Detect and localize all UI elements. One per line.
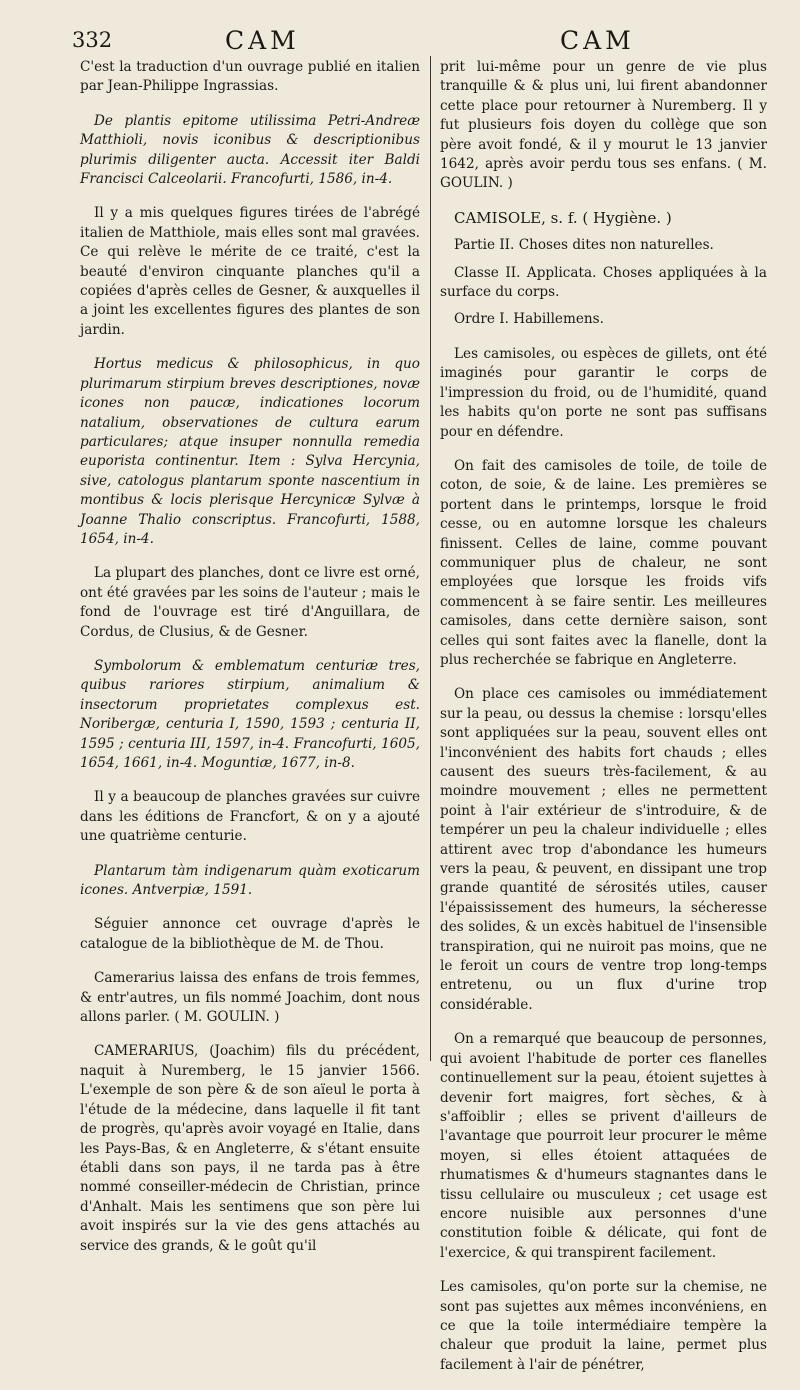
paragraph: On a remarqué que beaucoup de personnes, qui avoient l'habitude de porter ces flanelles continuellement sur la peau, étoient sujettes à devenir fort maigres, fort sèches, & à s'affoiblir ; elles se privent d'ailleurs de l'avantage que pourroit leur procurer le même moyen, si elles étoient attaquées de rhumatismes & d'humeurs stagnantes dans le tissu cellulaire ou musculeux ; cet usage est encore nuisible aux personnes d'une constitution foible & délicate, qui font de l'exercice, & qui transpirent facilement. bbox=[440, 1031, 767, 1261]
paragraph: La plupart des planches, dont ce livre est orné, ont été gravées par les soins de l'auteur ; mais le fond de l'ouvrage est tiré d'Anguillara, de Cordus, de Clusius, & de Gesner. bbox=[80, 565, 420, 640]
paragraph: De plantis epitome utilissima Petri-Andreæ Matthioli, novis iconibus & descriptionibus plurimis diligenter aucta. Accessit iter Baldi Francisci Calceolarii. Francofurti, 1586, in-4. bbox=[80, 112, 420, 188]
paragraph: C'est la traduction d'un ouvrage publié en italien par Jean-Philippe Ingrassias. bbox=[80, 59, 420, 95]
paragraph: Hortus medicus & philosophicus, in quo plurimarum stirpium breves descriptiones, novæ icones non paucæ, indicationes locorum natalium, observationes de cultura earum particulares; atque insuper nonnulla remedia euporista continentur. Item : Sylva Hercynia, sive, catologus plantarum sponte nascentium in montibus & locis plerisque Hercynicæ Sylvæ à Joanne Thalio conscriptus. Francofurti, 1588, 1654, in-4. bbox=[80, 356, 420, 547]
classification-line: Ordre I. Habillemens. bbox=[454, 311, 604, 328]
paragraph: Il y a beaucoup de planches gravées sur cuivre dans les éditions de Francfort, & on y a ajouté une quatrième centurie. bbox=[80, 789, 420, 845]
paragraph: Plantarum tàm indigenarum quàm exoticarum icones. Antverpiæ, 1591. bbox=[80, 862, 420, 899]
column-divider bbox=[430, 56, 431, 1061]
running-head-left: CAM bbox=[225, 26, 300, 55]
paragraph: Les camisoles, qu'on porte sur la chemise, ne sont pas sujettes aux mêmes inconvéniens, en ce que la toile intermédiaire tempère la chaleur que produit la laine, permet plus facilement à l'air de pénétrer, bbox=[440, 1279, 767, 1373]
paragraph: Camerarius laissa des enfans de trois femmes, & entr'autres, un fils nommé Joachim, dont nous allons parler. ( M. GOULIN. ) bbox=[80, 970, 420, 1026]
running-head-right: CAM bbox=[560, 26, 635, 55]
classification-line: Classe II. Applicata. Choses appliquées à la surface du corps. bbox=[440, 264, 767, 301]
paragraph: CAMERARIUS, (Joachim) fils du précédent, naquit à Nuremberg, le 15 janvier 1566. L'exemple de son père & de son aïeul le porta à l'étude de la médecine, dans laquelle il fit tant de progrès, qu'après avoir voyagé en Italie, dans les Pays-Bas, & en Angleterre, & s'étant ensuite établi dans son pays, il ne tarda pas à être nommé conseiller-médecin de Christian, prince d'Anhalt. Mais les sentimens que son père lui avoit inspirés sur la vie des gens attachés au service des grands, & le goût qu'il bbox=[80, 1043, 420, 1254]
paragraph: On fait des camisoles de toile, de toile de coton, de soie, & de laine. Les premières se portent dans le printemps, lorsque le froid cesse, ou en automne lorsque les chaleurs finissent. Celles de laine, comme pouvant communiquer plus de chaleur, ne sont employées que lorsque les froids vifs commencent à se faire sentir. Les meilleures camisoles, dans cette dernière saison, sont celles qui sont faites avec la flanelle, dont la plus recherchée se fabrique en Angleterre. bbox=[440, 457, 767, 668]
entry-heading: CAMISOLE, s. f. ( Hygiène. ) bbox=[454, 208, 672, 227]
paragraph: Séguier annonce cet ouvrage d'après le catalogue de la bibliothèque de M. de Thou. bbox=[80, 916, 420, 952]
right-column bbox=[440, 58, 767, 1390]
classification-line: Partie II. Choses dites non naturelles. bbox=[454, 237, 714, 254]
page-number: 332 bbox=[72, 28, 113, 52]
paragraph: Symbolorum & emblematum centuriæ tres, quibus rariores stirpium, animalium & insectorum proprietates complexus est. Noribergæ, centuria I, 1590, 1593 ; centuria II, 1595 ; centuria III, 1597, in-4. Francofurti, 1605, 1654, 1661, in-4. Moguntiæ, 1677, in-8. bbox=[80, 657, 420, 771]
left-column bbox=[80, 58, 420, 1271]
paragraph: Les camisoles, ou espèces de gillets, ont été imaginés pour garantir le corps de l'impression du froid, ou de l'humidité, quand les habits qu'on porte ne sont pas suffisans pour en défendre. bbox=[440, 345, 767, 440]
page-header bbox=[0, 26, 800, 56]
paragraph: Il y a mis quelques figures tirées de l'abrégé italien de Matthiole, mais elles sont mal gravées. Ce qui relève le mérite de ce traité, c'est la beauté d'environ cinquante planches qu'il a copiées d'après celles de Gesner, & auxquelles il a joint les excellentes figures des plantes de son jardin. bbox=[80, 205, 420, 338]
paragraph: On place ces camisoles ou immédiatement sur la peau, ou dessus la chemise : lorsqu'elles sont appliquées sur la peau, souvent elles ont l'inconvénient des habits fort chauds ; elles causent des sueurs très-facilement, & au moindre mouvement ; elles ne permettent point à l'air extérieur de s'introduire, & de tempérer un peu la chaleur individuelle ; elles attirent avec trop d'abondance les humeurs vers la peau, & peuvent, en dissipant une trop grande quantité de sérosités utiles, causer l'épaississement des humeurs, la sécheresse des solides, & un excès habituel de l'insensible transpiration, qui ne nuiroit pas moins, que ne le feroit un cours de ventre trop long-temps entretenu, ou un flux d'urine trop considérable. bbox=[440, 686, 767, 1013]
paragraph: prit lui-même pour un genre de vie plus tranquille & & plus uni, lui firent abandonner cette place pour retourner à Nuremberg. Il y fut plusieurs fois doyen du collège que son père avoit fondé, & il y mourut le 13 janvier 1642, après avoir perdu tous ses enfans. ( M. GOULIN. ) bbox=[440, 59, 767, 192]
